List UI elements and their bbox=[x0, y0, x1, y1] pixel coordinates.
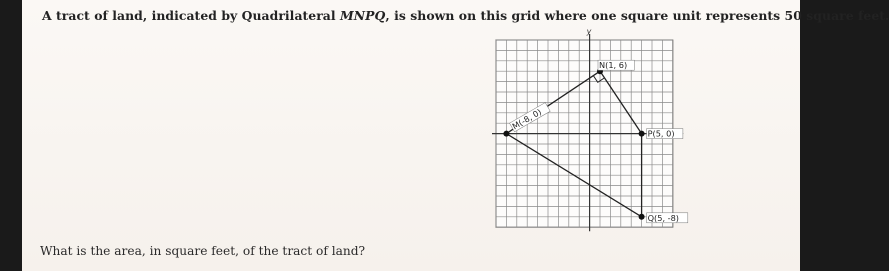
point-q bbox=[639, 214, 645, 220]
point-label-m: M(-8, 0) bbox=[510, 106, 544, 132]
point-p bbox=[639, 131, 645, 137]
question-text-after: , is shown on this grid where one square unit represents 50 square feet. bbox=[385, 8, 889, 23]
point-label-q: Q(5, -8) bbox=[647, 212, 680, 223]
question-text bbox=[42, 8, 889, 23]
point-label-n: N(1, 6) bbox=[599, 60, 628, 71]
quadrilateral-name: MNPQ bbox=[340, 8, 386, 23]
worksheet-page bbox=[22, 0, 889, 271]
coordinate-grid-svg bbox=[482, 27, 722, 242]
point-m bbox=[503, 131, 509, 137]
question-text-before: A tract of land, indicated by Quadrilateral bbox=[42, 8, 341, 23]
point-label-p: P(5, 0) bbox=[647, 128, 675, 139]
y-axis-label: y bbox=[586, 27, 592, 36]
coordinate-grid bbox=[482, 27, 722, 246]
area-prompt: What is the area, in square feet, of the tract of land? bbox=[40, 244, 366, 258]
